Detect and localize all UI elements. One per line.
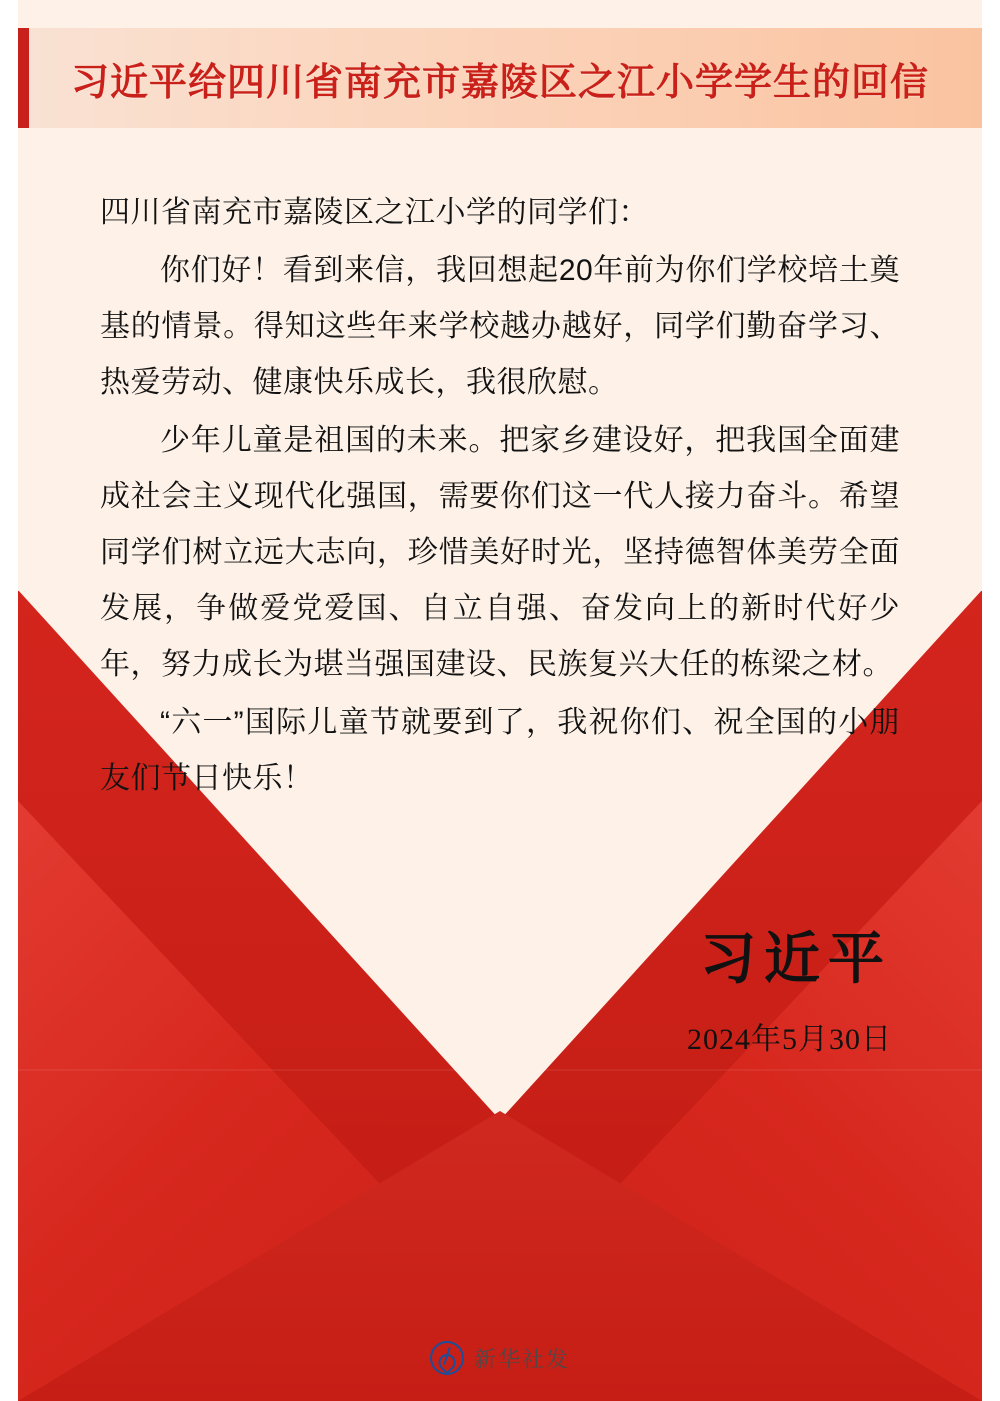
footer-credit-text: 新华社发 [473, 1346, 570, 1372]
letter-salutation: 四川省南充市嘉陵区之江小学的同学们： [100, 196, 649, 229]
header-accent-bar [18, 28, 29, 128]
letter-paragraph-3: “六一”国际儿童节就要到了，我祝你们、祝全国的小朋友们节日快乐！ [100, 706, 900, 795]
letter-body [100, 185, 900, 809]
footer-credit [0, 1341, 1000, 1375]
signature-block [492, 930, 892, 1058]
xinhua-logo-icon [430, 1341, 464, 1375]
header-banner [18, 28, 982, 128]
envelope-seam-line [18, 1069, 982, 1071]
letter-paragraph-2: 少年儿童是祖国的未来。把家乡建设好，把我国全面建成社会主义现代化强国，需要你们这一代人接力奋斗。希望同学们树立远大志向，珍惜美好时光，坚持德智体美劳全面发展，争做爱党爱国、自立自强、奋发向上的新时代好少年，努力成长为堪当强国建设、民族复兴大任的栋梁之材。 [100, 424, 900, 681]
signature-name: 习近平 [700, 929, 892, 991]
signature-date: 2024年5月30日 [687, 1022, 892, 1056]
letter-paragraph-1: 你们好！看到来信，我回想起20年前为你们学校培土奠基的情景。得知这些年来学校越办越好，同学们勤奋学习、热爱劳动、健康快乐成长，我很欣慰。 [100, 254, 900, 399]
page-title: 习近平给四川省南充市嘉陵区之江小学学生的回信 [70, 61, 929, 104]
